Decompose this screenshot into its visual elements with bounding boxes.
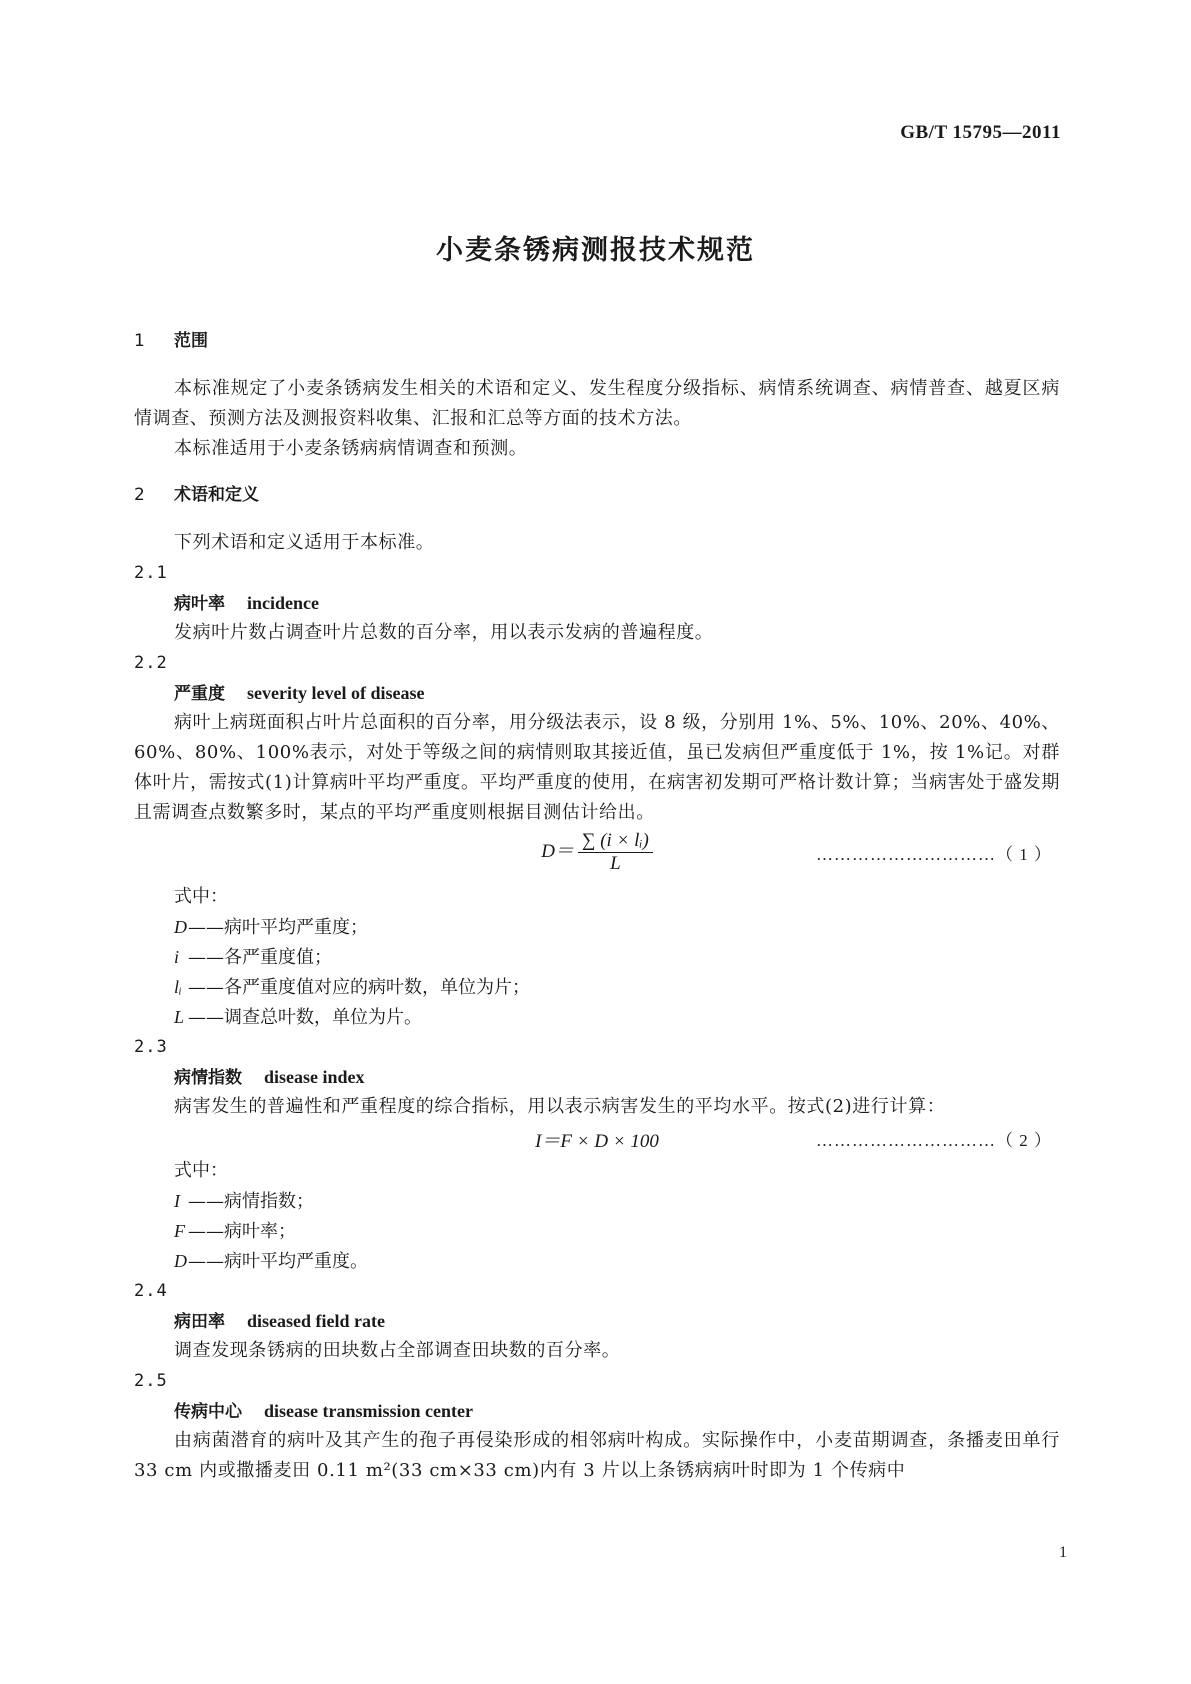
variable-symbol: D — [174, 1251, 187, 1271]
variable-line — [134, 1186, 1060, 1216]
variable-desc: ——病叶平均严重度； — [188, 917, 368, 938]
variable-desc: ——病情指数； — [188, 1191, 314, 1212]
section-heading-scope — [134, 326, 1060, 356]
section-heading-terms — [134, 480, 1060, 510]
variable-line — [134, 1246, 1060, 1276]
standard-code: GB/T 15795—2011 — [900, 122, 1061, 143]
term-en: severity level of disease — [247, 683, 425, 703]
variable-symbol: I — [174, 1191, 180, 1211]
term-definition: 病害发生的普遍性和严重程度的综合指标，用以表示病害发生的平均水平。按式(2)进行计算： — [174, 1096, 946, 1117]
page-number: 1 — [1059, 1544, 1067, 1561]
variable-symbol: L — [174, 1007, 185, 1027]
formula-denominator: L — [610, 853, 621, 874]
section-number: 1 — [134, 331, 145, 351]
variable-symbol: F — [174, 1221, 185, 1241]
clause-number: 2.5 — [134, 1371, 168, 1391]
formula-lhs: D＝ — [541, 840, 574, 862]
formula-fraction — [578, 830, 653, 875]
section-title: 范围 — [174, 331, 208, 351]
term-definition: 病叶上病斑面积占叶片总面积的百分率，用分级法表示，设 8 级，分别用 1%、5%、10%、20%、40%、60%、80%、100%表示，对处于等级之间的病情则取其接近值，虽已发病但严重度低于 1%，按 1%记。对群体叶片，需按式(1)计算病叶平均严重度。平均严重度的使用，在病害初发期可严格计数计算；当病害处于盛发期且需调查点数繁多时，某点的平均严重度则根据目测估计给出。 — [134, 712, 1060, 823]
term-en: diseased field rate — [247, 1311, 385, 1331]
term-en: disease transmission center — [264, 1401, 473, 1421]
term-definition: 调查发现条锈病的田块数占全部调查田块数的百分率。 — [174, 1340, 621, 1361]
term-en: disease index — [264, 1067, 365, 1087]
clause-number: 2.3 — [134, 1037, 168, 1057]
term-heading — [134, 1306, 1060, 1336]
variable-line — [134, 942, 1060, 972]
variable-desc: ——病叶率； — [188, 1221, 296, 1242]
clause-number: 2.1 — [134, 563, 168, 583]
formula-numerator: ∑ (i × lᵢ) — [578, 830, 653, 853]
section-title: 术语和定义 — [174, 485, 259, 505]
variable-line — [134, 912, 1060, 942]
document-title: 小麦条锈病测报技术规范 — [436, 235, 755, 266]
term-definition: 由病菌潜育的病叶及其产生的孢子再侵染形成的相邻病叶构成。实际操作中，小麦苗期调查，条播麦田单行 33 cm 内或撒播麦田 0.11 m²(33 cm×33 cm)内有 3 片以上条锈病病叶时即为 1 个传病中 — [134, 1430, 1060, 1481]
variable-line — [134, 1216, 1060, 1246]
clause-number: 2.2 — [134, 653, 168, 673]
equation-number: …………………………（ 2 ） — [816, 1131, 1052, 1150]
term-zh: 严重度 — [174, 684, 225, 704]
variable-symbol: D — [174, 917, 187, 937]
variable-desc: ——各严重度值； — [188, 947, 332, 968]
variable-line — [134, 972, 1060, 1002]
formula-1 — [134, 830, 1060, 880]
terms-intro: 下列术语和定义适用于本标准。 — [174, 532, 435, 553]
term-heading — [134, 588, 1060, 618]
term-heading — [134, 1062, 1060, 1092]
document-body — [134, 326, 1060, 1486]
term-heading — [134, 1396, 1060, 1426]
section-number: 2 — [134, 485, 145, 505]
equation-number: …………………………（ 1 ） — [816, 845, 1052, 864]
term-heading — [134, 678, 1060, 708]
term-zh: 传病中心 — [174, 1402, 242, 1422]
variable-desc: ——各严重度值对应的病叶数，单位为片； — [188, 977, 530, 998]
scope-applicability: 本标准适用于小麦条锈病病情调查和预测。 — [174, 438, 528, 459]
term-definition: 发病叶片数占调查叶片总数的百分率，用以表示发病的普遍程度。 — [174, 622, 714, 643]
where-label: 式中： — [174, 1160, 228, 1181]
term-zh: 病田率 — [174, 1312, 225, 1332]
term-zh: 病叶率 — [174, 594, 225, 614]
formula-expression: I＝F × D × 100 — [535, 1131, 659, 1152]
clause-number: 2.4 — [134, 1281, 168, 1301]
term-zh: 病情指数 — [174, 1068, 242, 1088]
formula-2 — [134, 1124, 1060, 1154]
variable-symbol: lᵢ — [174, 977, 182, 997]
scope-paragraph: 本标准规定了小麦条锈病发生相关的术语和定义、发生程度分级指标、病情系统调查、病情普查、越夏区病情调查、预测方法及测报资料收集、汇报和汇总等方面的技术方法。 — [134, 378, 1060, 429]
variable-desc: ——病叶平均严重度。 — [188, 1251, 368, 1272]
where-label: 式中： — [174, 886, 228, 907]
variable-symbol: i — [174, 947, 180, 967]
variable-desc: ——调查总叶数，单位为片。 — [188, 1007, 422, 1028]
term-en: incidence — [247, 593, 319, 613]
variable-line — [134, 1002, 1060, 1032]
